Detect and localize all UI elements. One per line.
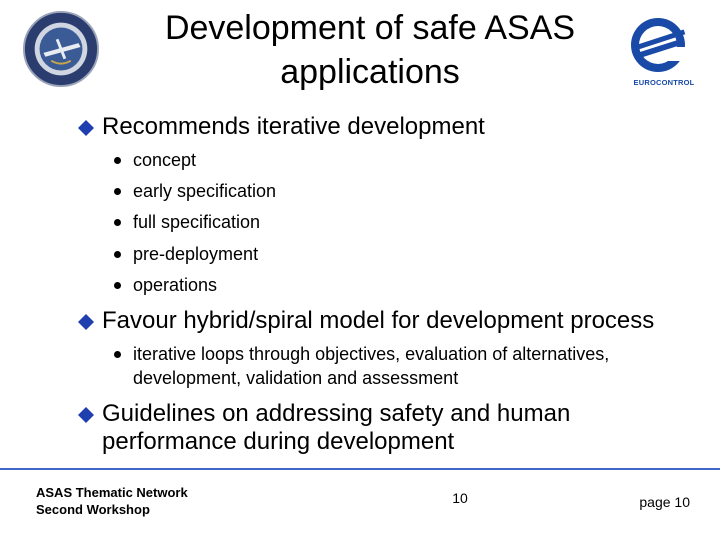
faa-seal-logo (22, 10, 100, 88)
dot-bullet-icon (114, 219, 121, 226)
title-line-2: applications (280, 53, 460, 91)
sub-bullet-text: operations (133, 275, 218, 295)
footer-event-line-1: ASAS Thematic Network (36, 485, 188, 500)
dot-bullet-icon (114, 282, 121, 289)
footer-slide-number: 10 (452, 490, 468, 506)
sub-bullet-text: full specification (133, 212, 261, 232)
eurocontrol-logo (628, 14, 688, 76)
diamond-bullet-icon (78, 314, 94, 330)
dot-bullet-icon (114, 251, 121, 258)
dot-bullet-icon (114, 188, 121, 195)
sub-bullet-text: pre-deployment (133, 244, 259, 264)
diamond-bullet-icon (78, 120, 94, 136)
sub-bullet-text: early specification (133, 181, 277, 201)
footer-event (36, 484, 188, 518)
footer-event-line-2: Second Workshop (36, 502, 150, 517)
dot-bullet-icon (114, 157, 121, 164)
diamond-bullet-icon (78, 407, 94, 423)
footer-divider (0, 468, 720, 470)
dot-bullet-icon (114, 351, 121, 358)
bullet-text: Favour hybrid/spiral model for development process (102, 307, 655, 334)
eurocontrol-wordmark: EUROCONTROL (633, 78, 695, 87)
footer-page-label: page 10 (639, 494, 690, 510)
bullet-text: Guidelines on addressing safety and human performance during development (102, 400, 571, 455)
title-line-1: Development of safe ASAS (164, 9, 576, 47)
sub-bullet-text: concept (133, 150, 197, 170)
slide-title (130, 6, 610, 94)
sub-bullet-text: iterative loops through objectives, evaluation of alternatives, development, validation and assessment (133, 344, 610, 388)
bullet-text: Recommends iterative development (102, 113, 485, 140)
